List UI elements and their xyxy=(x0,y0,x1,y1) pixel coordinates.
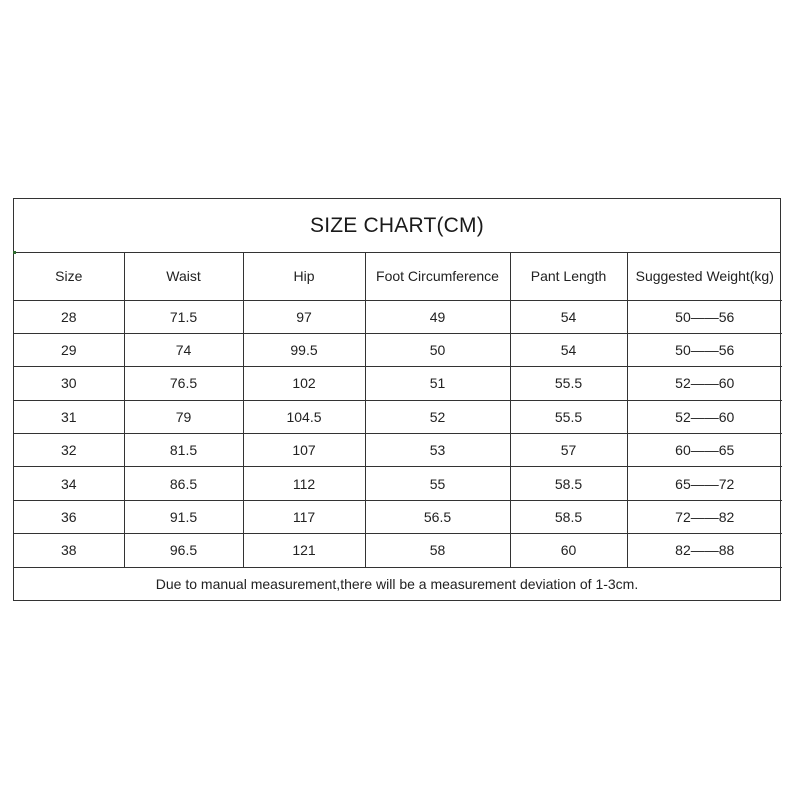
cell-waist: 76.5 xyxy=(124,367,243,400)
cell-pant-length: 58.5 xyxy=(510,500,627,533)
cell-pant-length: 58.5 xyxy=(510,467,627,500)
cell-size: 32 xyxy=(14,434,124,467)
measurement-note: Due to manual measurement,there will be a measurement deviation of 1-3cm. xyxy=(155,576,639,593)
table-row xyxy=(14,500,782,533)
cell-hip: 112 xyxy=(243,467,365,500)
cell-pant-length: 60 xyxy=(510,534,627,567)
cell-pant-length: 57 xyxy=(510,434,627,467)
cell-foot-circumference: 53 xyxy=(365,434,510,467)
cell-pant-length: 55.5 xyxy=(510,367,627,400)
column-header-pant-length: Pant Length xyxy=(510,253,627,300)
header-row xyxy=(14,253,782,300)
cell-waist: 96.5 xyxy=(124,534,243,567)
cell-foot-circumference: 52 xyxy=(365,400,510,433)
table-row xyxy=(14,534,782,567)
table-row xyxy=(14,400,782,433)
cell-hip: 121 xyxy=(243,534,365,567)
cell-waist: 81.5 xyxy=(124,434,243,467)
cell-size: 29 xyxy=(14,333,124,366)
cell-suggested-weight: 60——65 xyxy=(627,434,782,467)
cell-size: 31 xyxy=(14,400,124,433)
cell-waist: 86.5 xyxy=(124,467,243,500)
cell-size: 28 xyxy=(14,300,124,333)
cell-suggested-weight: 50——56 xyxy=(627,300,782,333)
cell-foot-circumference: 49 xyxy=(365,300,510,333)
column-header-suggested-weight: Suggested Weight(kg) xyxy=(627,253,782,300)
table-row xyxy=(14,434,782,467)
cell-hip: 97 xyxy=(243,300,365,333)
cell-suggested-weight: 82——88 xyxy=(627,534,782,567)
cell-hip: 117 xyxy=(243,500,365,533)
cell-suggested-weight: 50——56 xyxy=(627,333,782,366)
cell-hip: 99.5 xyxy=(243,333,365,366)
column-header-hip: Hip xyxy=(243,253,365,300)
cell-foot-circumference: 51 xyxy=(365,367,510,400)
cell-suggested-weight: 65——72 xyxy=(627,467,782,500)
cell-foot-circumference: 56.5 xyxy=(365,500,510,533)
column-header-foot-circumference: Foot Circumference xyxy=(365,253,510,300)
column-header-waist: Waist xyxy=(124,253,243,300)
cell-waist: 74 xyxy=(124,333,243,366)
cell-pant-length: 54 xyxy=(510,333,627,366)
cell-pant-length: 54 xyxy=(510,300,627,333)
cell-waist: 91.5 xyxy=(124,500,243,533)
size-table xyxy=(14,253,782,568)
cell-suggested-weight: 52——60 xyxy=(627,367,782,400)
cell-foot-circumference: 58 xyxy=(365,534,510,567)
table-row xyxy=(14,300,782,333)
cell-suggested-weight: 52——60 xyxy=(627,400,782,433)
cell-foot-circumference: 55 xyxy=(365,467,510,500)
cell-hip: 104.5 xyxy=(243,400,365,433)
cell-foot-circumference: 50 xyxy=(365,333,510,366)
column-header-size: Size xyxy=(14,253,124,300)
cell-size: 34 xyxy=(14,467,124,500)
cell-pant-length: 55.5 xyxy=(510,400,627,433)
cell-hip: 102 xyxy=(243,367,365,400)
cell-waist: 71.5 xyxy=(124,300,243,333)
cell-suggested-weight: 72——82 xyxy=(627,500,782,533)
table-row xyxy=(14,333,782,366)
corner-mark xyxy=(13,251,16,254)
cell-size: 30 xyxy=(14,367,124,400)
cell-size: 38 xyxy=(14,534,124,567)
size-chart xyxy=(13,198,781,601)
table-row xyxy=(14,367,782,400)
table-row xyxy=(14,467,782,500)
cell-waist: 79 xyxy=(124,400,243,433)
cell-hip: 107 xyxy=(243,434,365,467)
cell-size: 36 xyxy=(14,500,124,533)
chart-title: SIZE CHART(CM) xyxy=(14,199,780,253)
